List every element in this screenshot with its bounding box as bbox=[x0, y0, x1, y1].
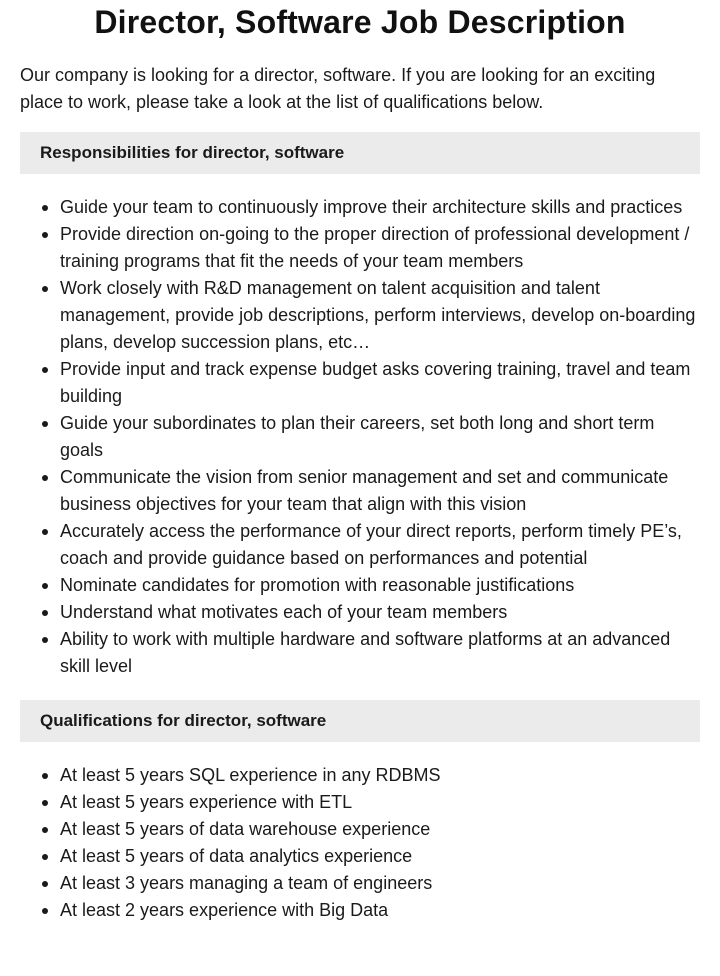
list-item: Ability to work with multiple hardware and software platforms at an advanced skill level bbox=[60, 626, 700, 680]
list-item: Accurately access the performance of your direct reports, perform timely PE’s, coach and provide guidance based on performances and potential bbox=[60, 518, 700, 572]
page-title: Director, Software Job Description bbox=[94, 4, 626, 40]
list-item: At least 2 years experience with Big Data bbox=[60, 897, 700, 924]
qualifications-header: Qualifications for director, software bbox=[20, 700, 700, 742]
list-item: Communicate the vision from senior management and set and communicate business objectives for your team that align with this vision bbox=[60, 464, 700, 518]
list-item: Guide your subordinates to plan their careers, set both long and short term goals bbox=[60, 410, 700, 464]
list-item: Nominate candidates for promotion with reasonable justifications bbox=[60, 572, 700, 599]
list-item: Provide input and track expense budget asks covering training, travel and team building bbox=[60, 356, 700, 410]
list-item: Understand what motivates each of your team members bbox=[60, 599, 700, 626]
list-item: Provide direction on-going to the proper direction of professional development / training programs that fit the needs of your team members bbox=[60, 221, 700, 275]
list-item: At least 5 years of data analytics experience bbox=[60, 843, 700, 870]
list-item: Guide your team to continuously improve their architecture skills and practices bbox=[60, 194, 700, 221]
list-item: Work closely with R&D management on talent acquisition and talent management, provide job descriptions, perform interviews, develop on-boarding plans, develop succession plans, etc… bbox=[60, 275, 700, 356]
responsibilities-header: Responsibilities for director, software bbox=[20, 132, 700, 174]
qualifications-list bbox=[20, 762, 700, 924]
list-item: At least 5 years of data warehouse experience bbox=[60, 816, 700, 843]
list-item: At least 5 years SQL experience in any RDBMS bbox=[60, 762, 700, 789]
list-item: At least 5 years experience with ETL bbox=[60, 789, 700, 816]
responsibilities-list bbox=[20, 194, 700, 680]
list-item: At least 3 years managing a team of engineers bbox=[60, 870, 700, 897]
intro-paragraph: Our company is looking for a director, software. If you are looking for an exciting place to work, please take a look at the list of qualifications below. bbox=[20, 65, 656, 112]
